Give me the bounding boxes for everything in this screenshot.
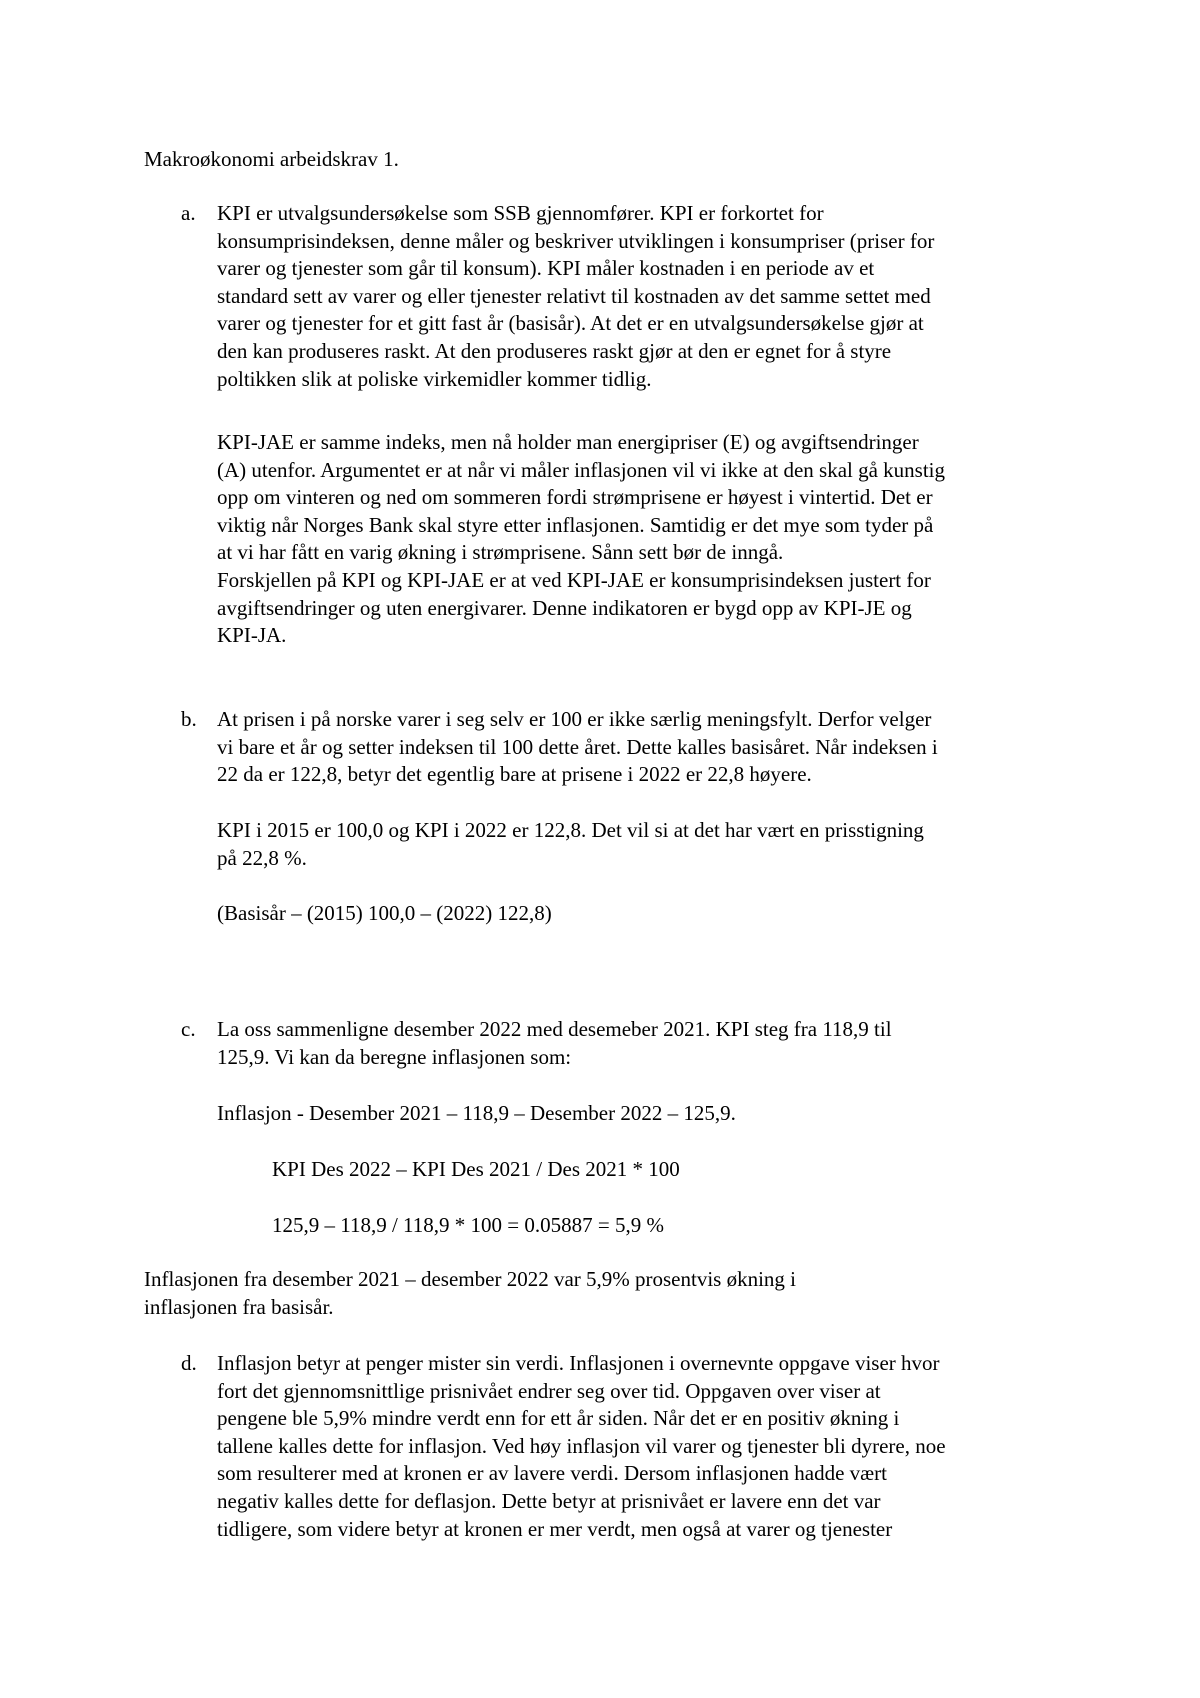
item-d-paragraph-1: Inflasjon betyr at penger mister sin verdi. Inflasjonen i overnevnte oppgave viser hvor fort det gjennomsnittlige prisnivået endrer seg over tid. Oppgaven over viser at pengene ble 5,9% mindre verdt enn for ett år siden. Når det er en positiv økning i tallene kalles dette for inflasjon. Ved høy inflasjon vil varer og tjenester bli dyrere, noe som resulterer med at kronen er av lavere verdi. Dersom inflasjonen hadde vært negativ kalles dette for deflasjon. Dette betyr at prisnivået er lavere enn det var tidligere, som videre betyr at kronen er mer verdt, men også at varer og tjenester <box>217 1351 946 1541</box>
list-marker-a: a. <box>181 201 196 225</box>
inflation-conclusion: Inflasjonen fra desember 2021 – desember 2022 var 5,9% prosentvis økning i inflasjonen fra basisår. <box>144 1267 797 1319</box>
item-b-paragraph-3: (Basisår – (2015) 100,0 – (2022) 122,8) <box>217 901 552 925</box>
list-marker-b: b. <box>181 707 197 731</box>
item-a-paragraph-2: KPI-JAE er samme indeks, men nå holder man energipriser (E) og avgiftsendringer (A) utenfor. Argumentet er at når vi måler inflasjonen vil vi ikke at den skal gå kunstig opp om vinteren og ned om sommeren fordi strømprisene er høyest i vintertid. Det er viktig når Norges Bank skal styre etter inflasjonen. Samtidig er det mye som tyder på at vi har fått en varig økning i strømprisene. Sånn sett bør de inngå. Forskjellen på KPI og KPI-JAE er at ved KPI-JAE er konsumprisindeksen justert for avgiftsendringer og uten energivarer. Denne indikatoren er bygd opp av KPI-JE og KPI-JA. <box>217 430 946 648</box>
item-a-paragraph-1: KPI er utvalgsundersøkelse som SSB gjennomfører. KPI er forkortet for konsumprisindeksen, denne måler og beskriver utviklingen i konsumpriser (priser for varer og tjenester som går til konsum). KPI måler kostnaden i en periode av et standard sett av varer og eller tjenester relativt til kostnaden av det samme settet med varer og tjenester for et gitt fast år (basisår). At det er en utvalgsundersøkelse gjør at den kan produseres raskt. At den produseres raskt gjør at den er egnet for å styre poltikken slik at poliske virkemidler kommer tidlig. <box>217 201 935 391</box>
item-c-paragraph-1: La oss sammenligne desember 2022 med desemeber 2021. KPI steg fra 118,9 til 125,9. Vi kan da beregne inflasjonen som: <box>217 1017 892 1069</box>
item-b-paragraph-2: KPI i 2015 er 100,0 og KPI i 2022 er 122,8. Det vil si at det har vært en prisstigning på 22,8 %. <box>217 818 924 870</box>
item-b-paragraph-1: At prisen i på norske varer i seg selv er 100 er ikke særlig meningsfylt. Derfor velger vi bare et år og setter indeksen til 100 dette året. Dette kalles basisåret. Når indeksen i 22 da er 122,8, betyr det egentlig bare at prisene i 2022 er 22,8 høyere. <box>217 707 938 787</box>
item-c-paragraph-2: Inflasjon - Desember 2021 – 118,9 – Desember 2022 – 125,9. <box>217 1101 736 1125</box>
inflation-calculation: 125,9 – 118,9 / 118,9 * 100 = 0.05887 = 5,9 % <box>272 1213 664 1237</box>
kpi-formula: KPI Des 2022 – KPI Des 2021 / Des 2021 * 100 <box>272 1157 680 1181</box>
document-title: Makroøkonomi arbeidskrav 1. <box>144 147 399 171</box>
list-marker-c: c. <box>181 1017 196 1041</box>
list-marker-d: d. <box>181 1351 197 1375</box>
